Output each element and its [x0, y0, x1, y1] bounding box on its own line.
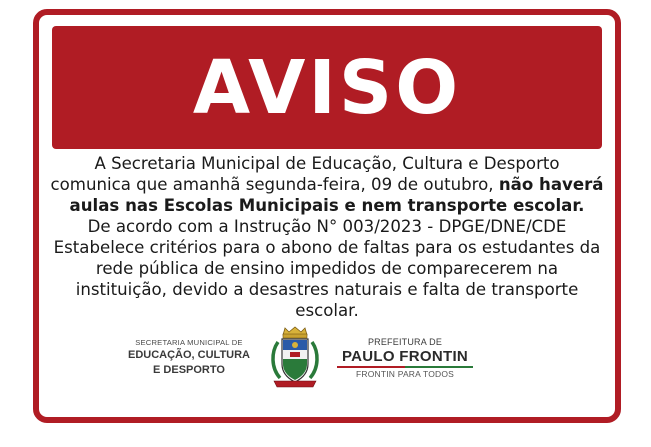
secretaria-label: SECRETARIA MUNICIPAL DE [135, 338, 243, 347]
notice-message [39, 153, 615, 321]
message-line: De acordo com a Instrução N° 003/2023 - DPGE/DNE/CDE [87, 217, 567, 236]
message-line: rede pública de ensino impedidos de comparecerem na [95, 259, 559, 278]
notice-frame [33, 9, 621, 423]
message-line: escolar. [295, 301, 359, 320]
secretaria-name-line2: E DESPORTO [153, 364, 225, 376]
secretaria-logo [124, 338, 254, 378]
logo-divider [337, 366, 473, 368]
prefeitura-logo [330, 336, 480, 380]
banner-title: AVISO [192, 44, 462, 131]
message-line: Estabelece critérios para o abono de faltas para os estudantes da [53, 238, 601, 257]
message-text: comunica que amanhã segunda-feira, 09 de outubro, [50, 175, 499, 194]
message-line [39, 174, 615, 195]
message-line: A Secretaria Municipal de Educação, Cultura e Desporto [94, 154, 560, 173]
message-line: instituição, devido a desastres naturais e falta de transporte [75, 280, 579, 299]
prefeitura-tagline: FRONTIN PARA TODOS [355, 369, 455, 379]
municipal-coat-of-arms-icon [268, 326, 322, 390]
message-line [39, 195, 615, 216]
header-banner [52, 26, 602, 149]
message-emphasis: não haverá [498, 175, 604, 194]
message-emphasis: aulas nas Escolas Municipais e nem transporte escolar. [69, 196, 585, 215]
prefeitura-name: PAULO FRONTIN [341, 348, 469, 365]
secretaria-name-line1: EDUCAÇÃO, CULTURA [127, 349, 250, 361]
prefeitura-label: PREFEITURA DE [367, 337, 443, 347]
